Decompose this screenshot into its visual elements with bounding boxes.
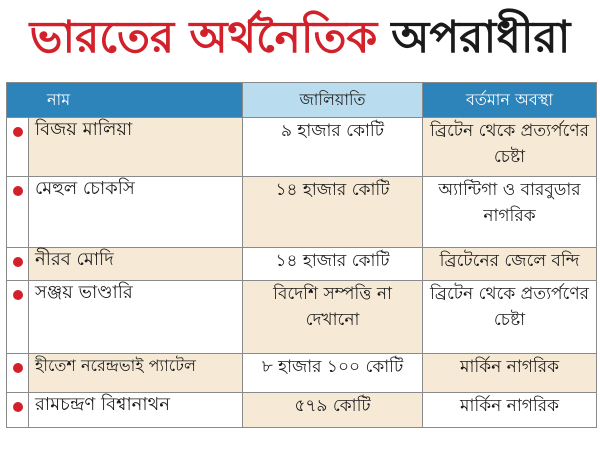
- bullet-icon: [7, 248, 29, 281]
- row-name: রামচন্দ্রণ বিশ্বানাথন: [29, 393, 243, 428]
- row-name: নীরব মোদি: [29, 248, 243, 281]
- table-row: [7, 118, 597, 177]
- row-status: ব্রিটেন থেকে প্রত্যর্পণের চেষ্টা: [423, 118, 597, 177]
- table-row: [7, 177, 597, 248]
- header-status: বর্তমান অবস্থা: [423, 83, 597, 118]
- page-title: [0, 0, 600, 80]
- row-fraud: ১৪ হাজার কোটি: [243, 248, 423, 281]
- row-status: মার্কিন নাগরিক: [423, 393, 597, 428]
- row-status: মার্কিন নাগরিক: [423, 354, 597, 393]
- bullet-icon: [7, 354, 29, 393]
- table-header-row: [7, 83, 597, 118]
- header-name: নাম: [7, 83, 243, 118]
- row-fraud: ৯ হাজার কোটি: [243, 118, 423, 177]
- row-name: মেহুল চোকসি: [29, 177, 243, 248]
- row-fraud: ৮ হাজার ১০০ কোটি: [243, 354, 423, 393]
- row-fraud: বিদেশি সম্পত্তি না দেখানো: [243, 281, 423, 354]
- row-status: ব্রিটেনের জেলে বন্দি: [423, 248, 597, 281]
- row-fraud: ১৪ হাজার কোটি: [243, 177, 423, 248]
- table-row: [7, 281, 597, 354]
- table-row: [7, 248, 597, 281]
- row-status: ব্রিটেন থেকে প্রত্যর্পণের চেষ্টা: [423, 281, 597, 354]
- row-name: বিজয় মালিয়া: [29, 118, 243, 177]
- row-name: হীতেশ নরেন্দ্রভাই প্যাটেল: [29, 354, 243, 393]
- row-name: সঞ্জয় ভাণ্ডারি: [29, 281, 243, 354]
- row-fraud: ৫৭৯ কোটি: [243, 393, 423, 428]
- title-red-part: ভারতের অর্থনৈতিক: [29, 11, 378, 63]
- fugitives-table: [6, 82, 597, 428]
- header-fraud: জালিয়াতি: [243, 83, 423, 118]
- row-status: অ্যান্টিগা ও বারবুডার নাগরিক: [423, 177, 597, 248]
- bullet-icon: [7, 393, 29, 428]
- table-row: [7, 354, 597, 393]
- table-row: [7, 393, 597, 428]
- title-dark-part: অপরাধীরা: [391, 11, 571, 63]
- bullet-icon: [7, 281, 29, 354]
- bullet-icon: [7, 118, 29, 177]
- bullet-icon: [7, 177, 29, 248]
